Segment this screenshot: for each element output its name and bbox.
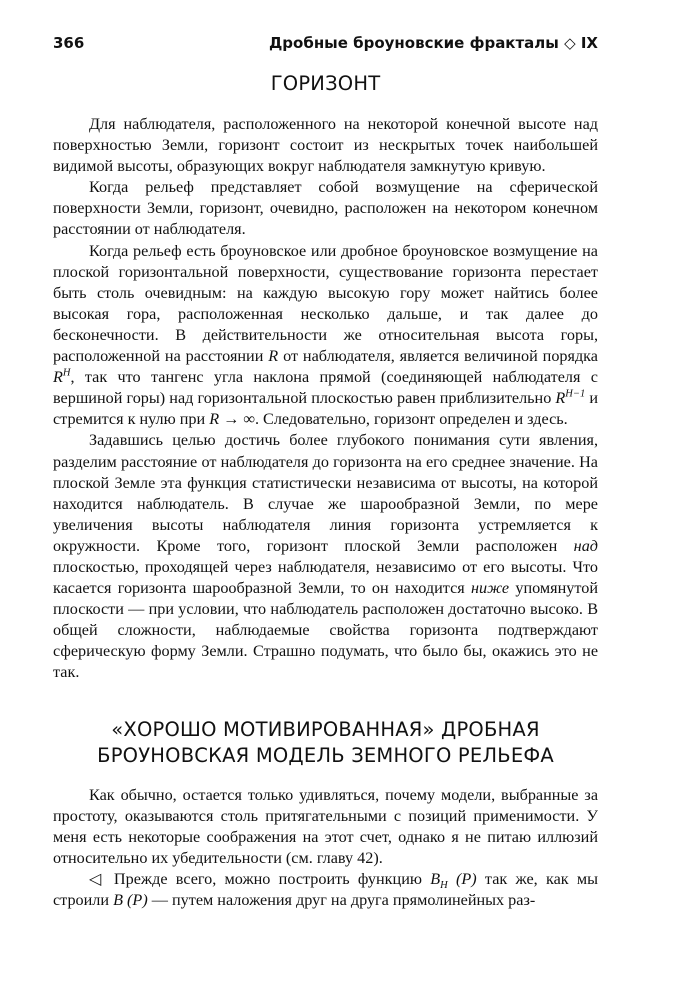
section-horizon-body xyxy=(53,114,598,684)
section-model-body xyxy=(53,785,598,912)
math-exponent: H xyxy=(62,367,71,379)
section-title-horizon: ГОРИЗОНТ xyxy=(270,72,381,95)
title-line: БРОУНОВСКАЯ МОДЕЛЬ ЗЕМНОГО РЕЛЬЕФА xyxy=(97,744,554,767)
text-run: и стремится к нулю при xyxy=(53,389,598,429)
title-line: «ХОРОШО МОТИВИРОВАННАЯ» ДРОБНАЯ xyxy=(111,718,540,741)
text-run: Прежде всего, можно построить функцию xyxy=(105,870,431,889)
page-number: 366 xyxy=(53,34,85,52)
running-title: Дробные броуновские фракталы ◇ IX xyxy=(268,34,598,52)
paragraph: Когда рельеф представляет собой возмущение на сферической поверхности Земли, горизонт, очевидно, расположен на некотором конечном расстоянии от наблюдателя. xyxy=(53,178,598,239)
math-power xyxy=(555,389,585,407)
math-limit: R → ∞ xyxy=(209,410,255,429)
math-subscript: H xyxy=(440,880,448,892)
math-power xyxy=(53,368,70,386)
text-run: так же, как мы строили xyxy=(53,870,599,910)
text-run: . Следовательно, горизонт определен и здесь. xyxy=(254,410,568,429)
math-variable: R xyxy=(268,347,279,366)
math-base: R xyxy=(555,389,566,408)
paragraph xyxy=(53,869,598,911)
triangle-marker-icon: ◁ xyxy=(89,870,106,889)
paragraph: Для наблюдателя, расположенного на некоторой конечной высоте над поверхностью Земли, горизонт состоит из нескрытых точек наибольшей видимой высоты, образующих вокруг наблюдателя замкнутую кривую. xyxy=(53,115,598,176)
text-run: упомянутой плоскости — при условии, что наблюдатель расположен достаточно высоко. В общей сложности, наблюдаемые свойства горизонта подтверждают сферическую форму Земли. Страшно подумать, что было бы, окажись это не так. xyxy=(53,579,598,682)
math-base: B xyxy=(430,870,441,889)
math-argument: (P) xyxy=(447,870,477,889)
math-exponent: H−1 xyxy=(565,388,586,400)
math-base: R xyxy=(53,368,63,387)
text-run: — путем наложения друг на друга прямолинейных раз- xyxy=(147,891,536,910)
text-run: , так что тангенс угла наклона прямой (соединяющей наблюдателя с вершиной горы) над горизонтальной плоскостью равен приблизительно xyxy=(53,368,598,408)
paragraph: Как обычно, остается только удивляться, почему модели, выбранные за простоту, оказываются столь притягательными с позиций применимости. У меня есть некоторые соображения на этот счет, однако я не питаю иллюзий относительно их убедительности (см. главу 42). xyxy=(53,786,598,868)
math-function xyxy=(430,870,477,892)
section-title-model xyxy=(53,717,598,769)
running-head xyxy=(53,34,598,56)
paragraph xyxy=(53,430,598,683)
text-run: от наблюдателя, является величиной порядка xyxy=(278,347,598,366)
emphasis: ниже xyxy=(470,579,510,598)
math-function: B (P) xyxy=(113,891,148,910)
text-run: Когда рельеф есть броуновское или дробное броуновское возмущение на плоской горизонтальной поверхности, существование горизонта перестает быть столь очевидным: на каждую высокую гору может найтись более высокая гора, расположенная несколько дальше, и так далее до бесконечности. В действительности же относительная высота горы, расположенной на расстоянии xyxy=(53,241,598,366)
text-run: плоскостью, проходящей через наблюдателя, независимо от его высоты. Что касается горизонта шарообразной Земли, то он находится xyxy=(53,557,598,598)
paragraph xyxy=(53,241,598,431)
emphasis: над xyxy=(573,536,598,555)
text-run: Задавшись целью достичь более глубокого понимания сути явления, разделим расстояние от наблюдателя до горизонта на его среднее значение. На плоской Земле эта функция статистически независима от высоты, на которой находится наблюдатель. В случае же шарообразной Земли, по мере увеличения высоты наблюдателя линия горизонта устремляется к окружности. Кроме того, горизонт плоской Земли расположен xyxy=(53,431,598,555)
